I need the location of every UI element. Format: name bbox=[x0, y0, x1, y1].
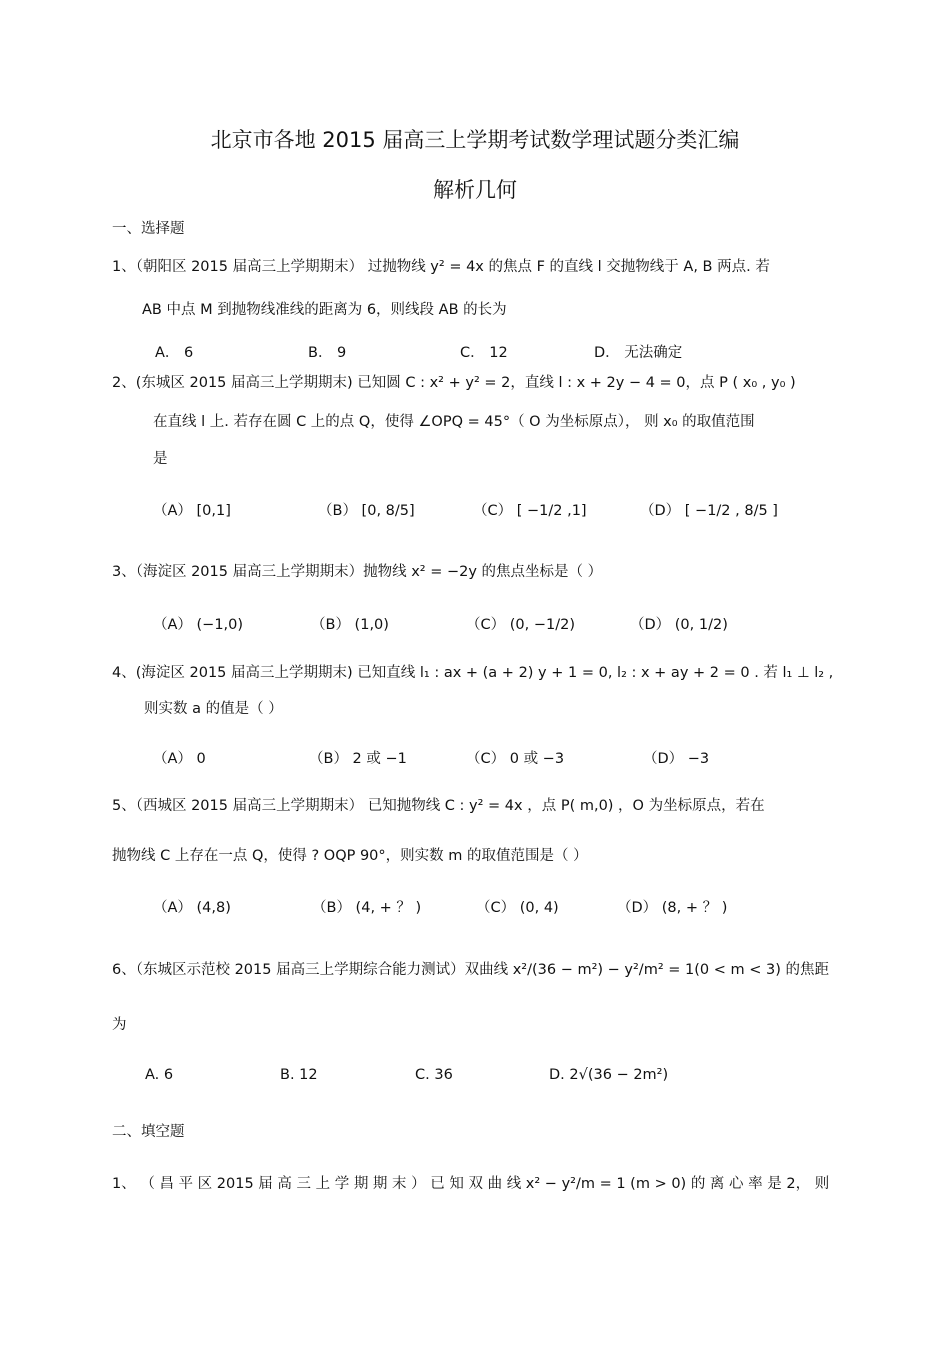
q1-line2: AB 中点 M 到抛物线准线的距离为 6，则线段 AB 的长为 bbox=[142, 302, 507, 318]
page-subtitle: 解析几何 bbox=[433, 178, 517, 202]
q5-option-d: （D） (8, + ？ ) bbox=[617, 900, 728, 916]
q1-option-d: D． 无法确定 bbox=[594, 345, 683, 361]
q4-line1: 4、(海淀区 2015 届高三上学期期末) 已知直线 l₁ : ax + (a + 2) y + 1 = 0, l₂ : x + ay + 2 = 0 . 若 l₁ ⊥ l₂ , bbox=[112, 665, 834, 681]
section-choice-heading: 一、选择题 bbox=[112, 221, 185, 237]
q3-option-c: （C） (0, −1/2) bbox=[466, 617, 575, 633]
q4-option-c: （C） 0 或 −3 bbox=[466, 751, 565, 767]
q2-line1: 2、(东城区 2015 届高三上学期期末) 已知圆 C : x² + y² = 2，直线 l : x + 2y − 4 = 0，点 P ( x₀ , y₀ ) bbox=[112, 375, 796, 391]
section-fill-heading: 二、填空题 bbox=[112, 1124, 185, 1140]
q5-option-a: （A） (4,8) bbox=[153, 900, 231, 916]
q4-option-a: （A） 0 bbox=[153, 751, 206, 767]
q4-option-b: （B） 2 或 −1 bbox=[309, 751, 407, 767]
q6-line2: 为 bbox=[112, 1017, 127, 1033]
q5-option-b: （B） (4, + ？ ) bbox=[312, 900, 422, 916]
q6-line1: 6、（东城区示范校 2015 届高三上学期综合能力测试）双曲线 x²/(36 − m²) − y²/m² = 1(0 < m < 3) 的焦距 bbox=[112, 962, 829, 978]
q6-option-d: D. 2√(36 − 2m²) bbox=[549, 1067, 669, 1083]
q6-option-a: A. 6 bbox=[145, 1067, 174, 1083]
q3-option-b: （B） (1,0) bbox=[311, 617, 389, 633]
q4-line2: 则实数 a 的值是（ ） bbox=[144, 701, 283, 717]
q1-option-c: C． 12 bbox=[460, 345, 508, 361]
q2-line2: 在直线 l 上. 若存在圆 C 上的点 Q，使得 ∠OPQ = 45°（ O 为坐标原点）， 则 x₀ 的取值范围 bbox=[153, 414, 755, 430]
q1-option-b: B． 9 bbox=[308, 345, 347, 361]
fill1-line1: 1、 （ 昌 平 区 2015 届 高 三 上 学 期 期 末 ） 已 知 双 曲 线 x² − y²/m = 1 (m > 0) 的 离 心 率 是 2， 则 bbox=[112, 1176, 830, 1192]
page-title: 北京市各地 2015 届高三上学期考试数学理试题分类汇编 bbox=[210, 128, 740, 152]
q2-line3: 是 bbox=[153, 451, 168, 467]
q5-line1: 5、（西城区 2015 届高三上学期期末） 已知抛物线 C : y² = 4x ，点 P( m,0) ，O 为坐标原点，若在 bbox=[112, 798, 765, 814]
q5-option-c: （C） (0, 4) bbox=[476, 900, 559, 916]
q6-option-b: B. 12 bbox=[280, 1067, 318, 1083]
q1-line1: 1、（朝阳区 2015 届高三上学期期末） 过抛物线 y² = 4x 的焦点 F 的直线 l 交抛物线于 A, B 两点. 若 bbox=[112, 259, 770, 275]
q2-option-a: （A） [0,1] bbox=[153, 503, 231, 519]
q2-option-c: （C） [ −1/2 ,1] bbox=[473, 503, 587, 519]
q4-option-d: （D） −3 bbox=[643, 751, 710, 767]
q1-option-a: A． 6 bbox=[155, 345, 194, 361]
q2-option-d: （D） [ −1/2 , 8/5 ] bbox=[640, 503, 778, 519]
q3-option-a: （A） (−1,0) bbox=[153, 617, 244, 633]
q5-line2: 抛物线 C 上存在一点 Q，使得 ? OQP 90°，则实数 m 的取值范围是（ ） bbox=[112, 848, 588, 864]
q6-option-c: C. 36 bbox=[415, 1067, 453, 1083]
q3-option-d: （D） (0, 1/2) bbox=[630, 617, 728, 633]
q2-option-b: （B） [0, 8/5] bbox=[318, 503, 415, 519]
q3-line1: 3、（海淀区 2015 届高三上学期期末）抛物线 x² = −2y 的焦点坐标是（ ） bbox=[112, 564, 603, 580]
